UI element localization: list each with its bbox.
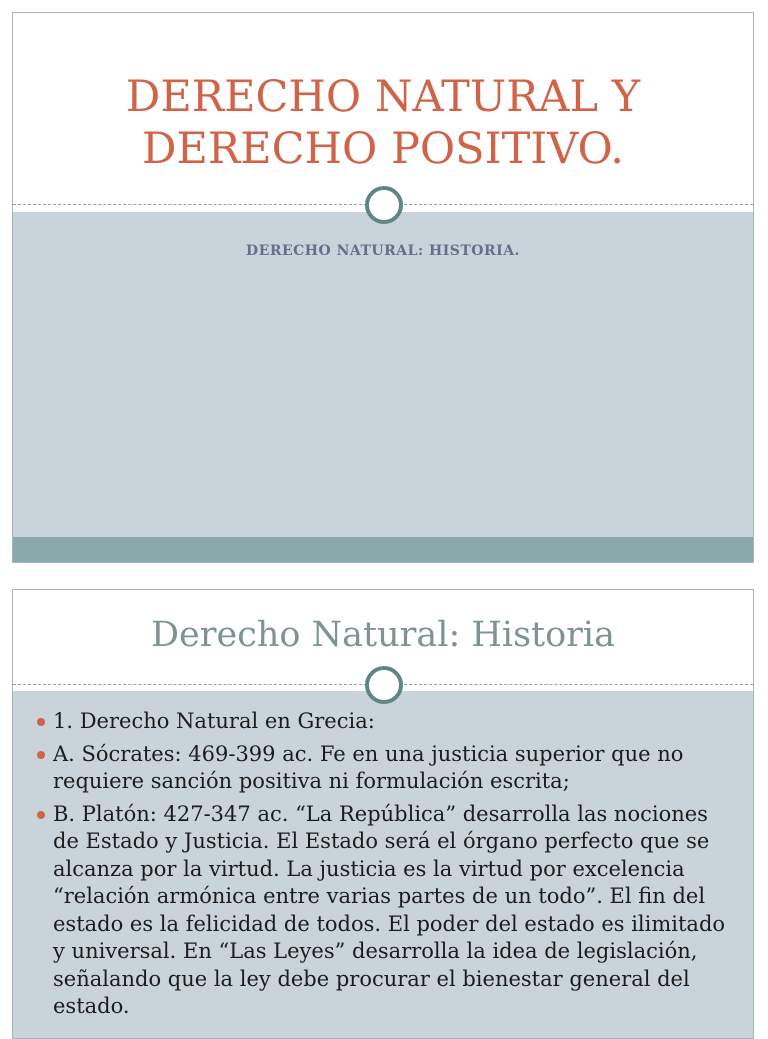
slide-1-bottom-band — [13, 537, 753, 563]
bullet-dot-icon — [37, 751, 45, 759]
list-item — [35, 741, 735, 796]
slide-1-title — [13, 71, 753, 175]
slide-1-title-line-2: DERECHO POSITIVO. — [142, 124, 624, 174]
list-item — [35, 708, 735, 736]
slide-2-title: Derecho Natural: Historia — [151, 615, 615, 655]
list-item-text: B. Platón: 427-347 ac. “La República” desarrolla las nociones de Estado y Justicia. El Estado será el órgano perfecto que se alcanza por la virtud. La justicia es la virtud por excelencia “relación armónica entre varias partes de un todo”. El fin del estado es la felicidad de todos. El poder del estado es ilimitado y universal. En “Las Leyes” desarrolla la idea de legislación, señalando que la ley debe procurar el bienestar general del estado. — [53, 801, 726, 1018]
slide-1 — [12, 12, 754, 563]
slide-1-title-line-1: DERECHO NATURAL Y — [125, 72, 641, 122]
slide-2 — [12, 589, 754, 1039]
list-item-text: A. Sócrates: 469-399 ac. Fe en una justicia superior que no requiere sanción positiva ni formulación escrita; — [53, 741, 684, 793]
slide-2-bullet-list — [35, 708, 735, 1026]
list-item — [35, 801, 735, 1021]
ring-icon — [364, 665, 404, 705]
bullet-dot-icon — [37, 811, 45, 819]
ring-icon — [364, 185, 404, 225]
list-item-text: 1. Derecho Natural en Grecia: — [53, 709, 375, 733]
slide-1-body-area — [13, 212, 753, 537]
bullet-dot-icon — [37, 718, 45, 726]
slide-1-subtitle: DERECHO NATURAL: HISTORIA. — [246, 243, 520, 259]
